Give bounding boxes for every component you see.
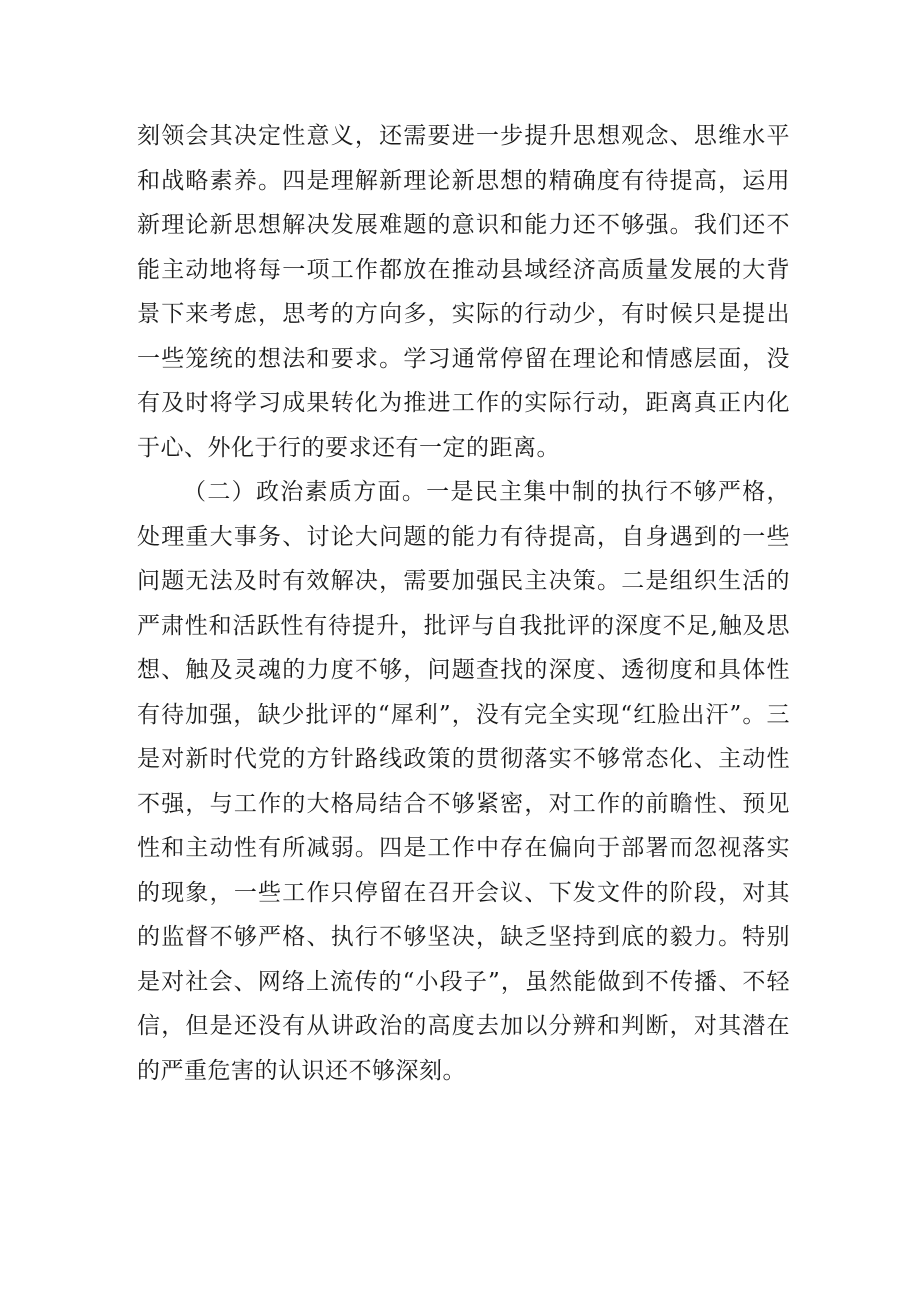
document-body (137, 114, 790, 1093)
paragraph-political-quality: （二）政治素质方面。一是民主集中制的执行不够严格，处理重大事务、讨论大问题的能力有待提高，自身遇到的一些问题无法及时有效解决，需要加强民主决策。二是组织生活的严肃性和活跃性有待提升，批评与自我批评的深度不足,触及思想、触及灵魂的力度不够，问题查找的深度、透彻度和具体性有待加强，缺少批评的“犀利”，没有完全实现“红脸出汗”。三是对新时代党的方针路线政策的贯彻落实不够常态化、主动性不强，与工作的大格局结合不够紧密，对工作的前瞻性、预见性和主动性有所减弱。四是工作中存在偏向于部署而忽视落实的现象，一些工作只停留在召开会议、下发文件的阶段，对其的监督不够严格、执行不够坚决，缺乏坚持到底的毅力。特别是对社会、网络上流传的“小段子”，虽然能做到不传播、不轻信，但是还没有从讲政治的高度去加以分辨和判断，对其潜在的严重危害的认识还不够深刻。 (137, 479, 790, 1084)
paragraph-continuation: 刻领会其决定性意义，还需要进一步提升思想观念、思维水平和战略素养。四是理解新理论新思想的精确度有待提高，运用新理论新思想解决发展难题的意识和能力还不够强。我们还不能主动地将每一项工作都放在推动县域经济高质量发展的大背景下来考虑，思考的方向多，实际的行动少，有时候只是提出一些笼统的想法和要求。学习通常停留在理论和情感层面，没有及时将学习成果转化为推进工作的实际行动，距离真正内化于心、外化于行的要求还有一定的距离。 (137, 123, 790, 461)
